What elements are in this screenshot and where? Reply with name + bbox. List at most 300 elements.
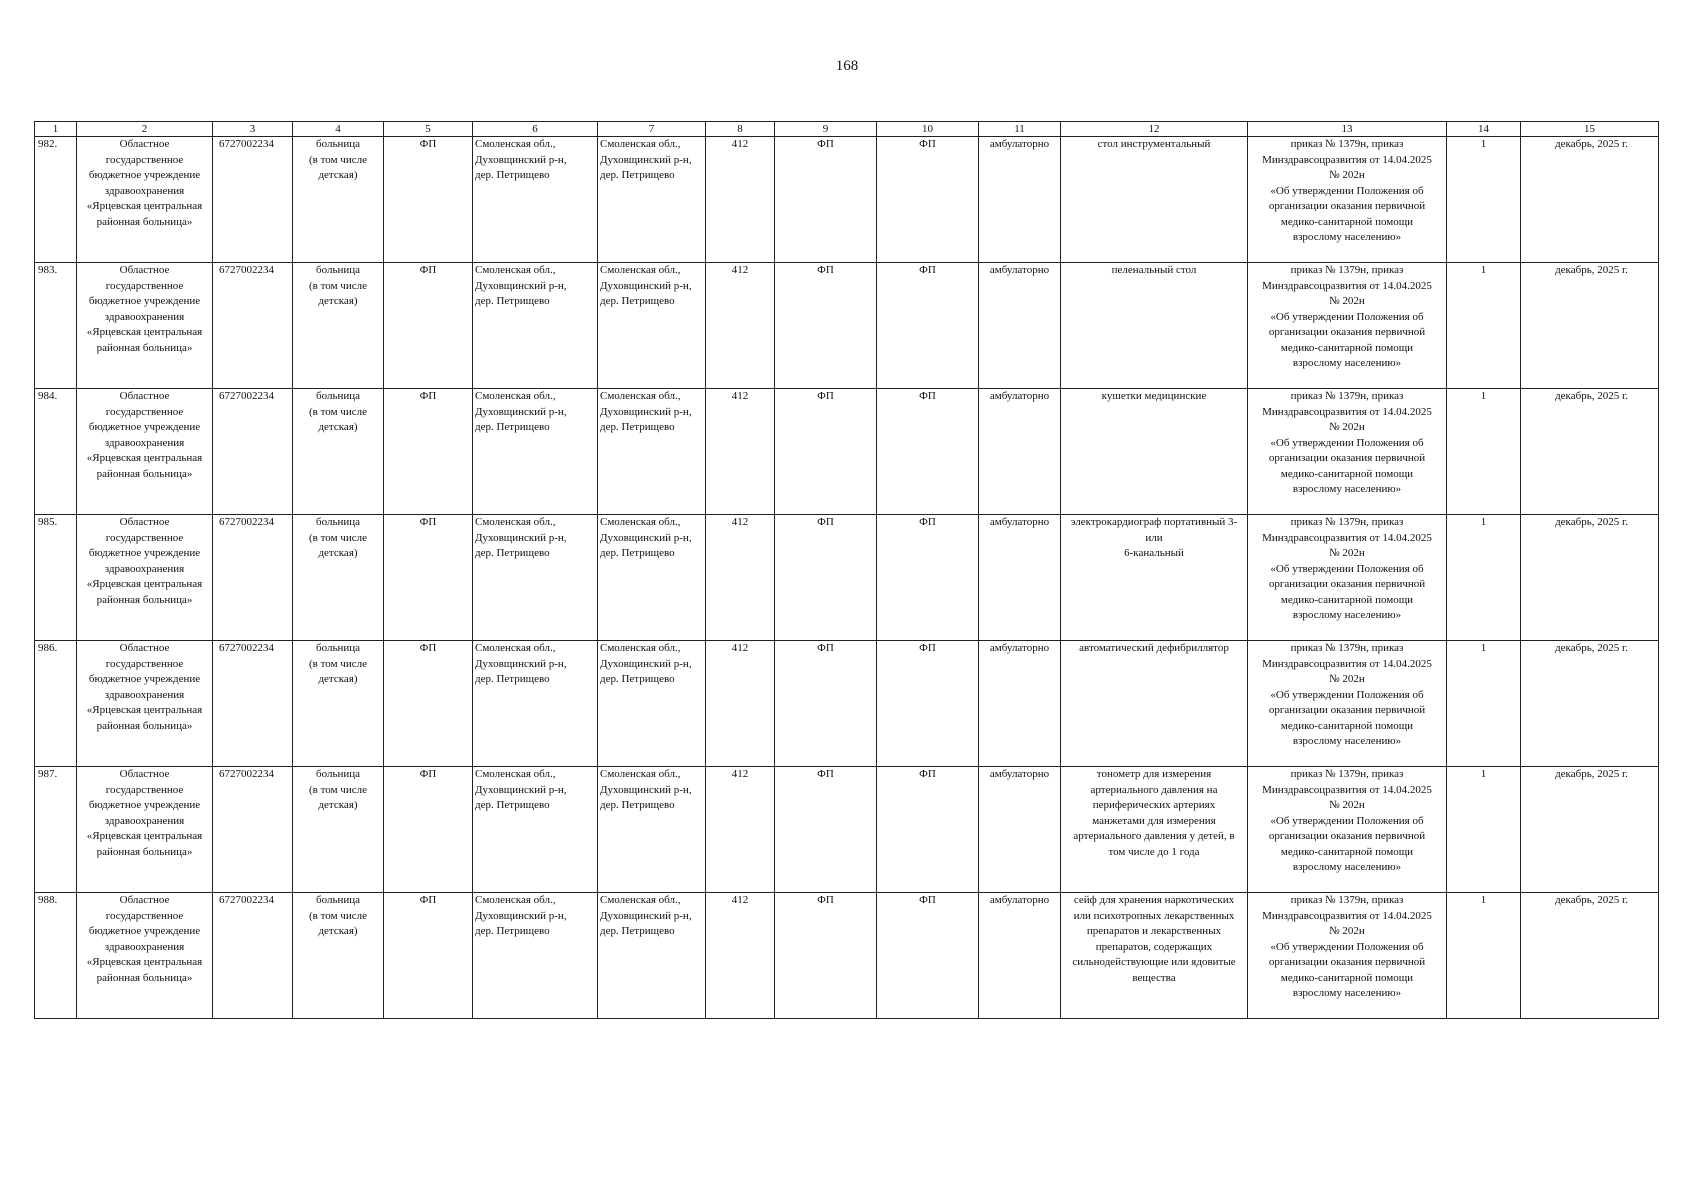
- location-address-cell-line: Духовщинский р-н,: [600, 405, 692, 418]
- facility-type-cell-line: больница: [316, 516, 360, 528]
- location-address-cell-line: дер. Петрищево: [600, 295, 675, 307]
- facility-type-cell-line: детская): [318, 799, 358, 811]
- equipment-cell-line: стол инструментальный: [1097, 138, 1211, 150]
- inn-cell: 6727002234: [213, 893, 293, 1019]
- organization-cell-line: Областное: [119, 138, 170, 150]
- regulation-cell-line: взрослому населению»: [1292, 735, 1402, 747]
- unit-code-cell: ФП: [775, 515, 877, 641]
- header-row: [35, 122, 1659, 137]
- organization-cell: [77, 767, 213, 893]
- address-cell-line: Смоленская обл.,: [475, 516, 556, 528]
- regulation-cell-line: организации оказания первичной: [1268, 326, 1426, 338]
- equipment-cell: [1061, 641, 1248, 767]
- column-header-2: 2: [77, 122, 213, 137]
- organization-cell: [77, 137, 213, 263]
- regulation-cell-line: медико-санитарной помощи: [1280, 341, 1414, 354]
- address-cell: [473, 515, 598, 641]
- location-address-cell: [598, 767, 706, 893]
- regulation-cell-line: взрослому населению»: [1292, 231, 1402, 243]
- row-number-cell: 983.: [35, 263, 77, 389]
- inn-cell: 6727002234: [213, 137, 293, 263]
- page-number: 168: [835, 58, 859, 74]
- care-form-cell: амбулаторно: [979, 263, 1061, 389]
- organization-cell-line: Областное: [119, 516, 170, 528]
- regulation-cell: [1248, 389, 1447, 515]
- equipment-cell: [1061, 893, 1248, 1019]
- location-address-cell-line: Духовщинский р-н,: [600, 657, 692, 670]
- organization-cell-line: бюджетное учреждение: [88, 547, 201, 559]
- location-address-cell-line: Смоленская обл.,: [600, 516, 681, 528]
- row-number-cell: 988.: [35, 893, 77, 1019]
- regulation-cell-line: № 202н: [1329, 925, 1365, 937]
- regulation-cell-line: «Об утверждении Положения об: [1270, 310, 1424, 323]
- regulation-cell-line: № 202н: [1329, 673, 1365, 685]
- facility-type-cell: [293, 137, 384, 263]
- inn-cell: 6727002234: [213, 767, 293, 893]
- unit-name-cell: ФП: [877, 263, 979, 389]
- organization-cell-line: Областное: [119, 264, 170, 276]
- facility-type-cell-line: больница: [316, 768, 360, 780]
- table-row: [35, 389, 1659, 515]
- regulation-cell-line: медико-санитарной помощи: [1280, 845, 1414, 858]
- organization-cell-line: государственное: [105, 657, 184, 670]
- regulation-cell-line: организации оказания первичной: [1268, 200, 1426, 212]
- equipment-cell: [1061, 389, 1248, 515]
- column-header-13: 13: [1248, 122, 1447, 137]
- equipment-cell-line: манжетами для измерения: [1092, 814, 1216, 827]
- unit-name-cell: ФП: [877, 515, 979, 641]
- organization-cell-line: бюджетное учреждение: [88, 673, 201, 685]
- organization-cell-line: государственное: [105, 153, 184, 166]
- address-cell-line: Духовщинский р-н,: [475, 783, 567, 796]
- organization-cell: [77, 263, 213, 389]
- quantity-cell: 1: [1447, 641, 1521, 767]
- organization-cell-line: здравоохранения: [104, 814, 185, 827]
- regulation-cell-line: приказ № 1379н, приказ: [1290, 516, 1404, 528]
- location-address-cell-line: Смоленская обл.,: [600, 642, 681, 654]
- address-cell-line: Смоленская обл.,: [475, 264, 556, 276]
- regulation-cell-line: взрослому населению»: [1292, 483, 1402, 495]
- quantity-cell: 1: [1447, 389, 1521, 515]
- facility-type-cell-line: больница: [316, 390, 360, 402]
- location-address-cell-line: дер. Петрищево: [600, 421, 675, 433]
- organization-cell-line: «Ярцевская центральная: [86, 704, 203, 716]
- equipment-cell-line: электрокардиограф портативный 3-: [1070, 516, 1238, 528]
- regulation-cell: [1248, 137, 1447, 263]
- organization-cell-line: районная больница»: [96, 341, 193, 354]
- location-address-cell-line: дер. Петрищево: [600, 169, 675, 181]
- facility-type-cell-line: детская): [318, 547, 358, 559]
- regulation-cell-line: № 202н: [1329, 799, 1365, 811]
- organization-cell: [77, 893, 213, 1019]
- table-row: [35, 893, 1659, 1019]
- facility-type-cell-line: (в том числе: [309, 657, 367, 670]
- inn-cell: 6727002234: [213, 641, 293, 767]
- equipment-cell-line: сейф для хранения наркотических: [1073, 894, 1235, 906]
- column-header-3: 3: [213, 122, 293, 137]
- facility-type-cell: [293, 641, 384, 767]
- code-cell: 412: [706, 515, 775, 641]
- equipment-cell-line: или: [1145, 531, 1163, 544]
- facility-type-cell-line: больница: [316, 642, 360, 654]
- equipment-cell-line: сильнодействующие или ядовитые: [1072, 956, 1236, 968]
- address-cell-line: дер. Петрищево: [475, 673, 550, 685]
- organization-cell-line: Областное: [119, 894, 170, 906]
- organization-cell-line: «Ярцевская центральная: [86, 830, 203, 842]
- organization-cell-line: бюджетное учреждение: [88, 295, 201, 307]
- quantity-cell: 1: [1447, 767, 1521, 893]
- organization-cell-line: здравоохранения: [104, 184, 185, 197]
- unit-code-cell: ФП: [775, 767, 877, 893]
- code-cell: 412: [706, 137, 775, 263]
- regulation-cell-line: Минздравсоцразвития от 14.04.2025: [1262, 783, 1432, 796]
- equipment-cell: [1061, 515, 1248, 641]
- address-cell: [473, 137, 598, 263]
- regulation-cell-line: медико-санитарной помощи: [1280, 971, 1414, 984]
- regulation-cell-line: № 202н: [1329, 421, 1365, 433]
- organization-cell: [77, 389, 213, 515]
- location-address-cell-line: дер. Петрищево: [600, 547, 675, 559]
- address-cell: [473, 641, 598, 767]
- facility-type-cell: [293, 767, 384, 893]
- equipment-cell-line: 6-канальный: [1124, 547, 1184, 559]
- facility-type-cell: [293, 893, 384, 1019]
- address-cell-line: дер. Петрищево: [475, 169, 550, 181]
- column-header-9: 9: [775, 122, 877, 137]
- location-address-cell-line: Смоленская обл.,: [600, 264, 681, 276]
- address-cell-line: дер. Петрищево: [475, 421, 550, 433]
- unit-name-cell: ФП: [877, 389, 979, 515]
- organization-cell-line: «Ярцевская центральная: [86, 578, 203, 590]
- organization-cell-line: «Ярцевская центральная: [86, 956, 203, 968]
- code-cell: 412: [706, 641, 775, 767]
- column-header-10: 10: [877, 122, 979, 137]
- code-cell: 412: [706, 767, 775, 893]
- regulation-cell-line: приказ № 1379н, приказ: [1290, 138, 1404, 150]
- regulation-cell-line: медико-санитарной помощи: [1280, 719, 1414, 732]
- address-cell-line: Смоленская обл.,: [475, 642, 556, 654]
- location-address-cell-line: Духовщинский р-н,: [600, 531, 692, 544]
- column-header-1: 1: [35, 122, 77, 137]
- facility-type-cell-line: больница: [316, 138, 360, 150]
- unit-name-cell: ФП: [877, 767, 979, 893]
- regulation-cell-line: взрослому населению»: [1292, 609, 1402, 621]
- unit-type-cell: ФП: [384, 389, 473, 515]
- equipment-cell-line: препаратов, содержащих: [1095, 940, 1213, 953]
- organization-cell: [77, 641, 213, 767]
- facility-type-cell-line: (в том числе: [309, 153, 367, 166]
- organization-cell-line: районная больница»: [96, 467, 193, 480]
- regulation-cell-line: приказ № 1379н, приказ: [1290, 642, 1404, 654]
- location-address-cell-line: дер. Петрищево: [600, 925, 675, 937]
- address-cell-line: Духовщинский р-н,: [475, 531, 567, 544]
- regulation-cell-line: Минздравсоцразвития от 14.04.2025: [1262, 153, 1432, 166]
- location-address-cell-line: дер. Петрищево: [600, 799, 675, 811]
- equipment-cell-line: тонометр для измерения: [1096, 768, 1212, 780]
- regulation-cell: [1248, 515, 1447, 641]
- facility-type-cell-line: (в том числе: [309, 909, 367, 922]
- care-form-cell: амбулаторно: [979, 641, 1061, 767]
- regulation-cell-line: приказ № 1379н, приказ: [1290, 894, 1404, 906]
- address-cell-line: Духовщинский р-н,: [475, 909, 567, 922]
- unit-code-cell: ФП: [775, 263, 877, 389]
- column-header-6: 6: [473, 122, 598, 137]
- regulation-cell-line: приказ № 1379н, приказ: [1290, 768, 1404, 780]
- table-body: [35, 137, 1659, 1019]
- regulation-cell-line: организации оказания первичной: [1268, 578, 1426, 590]
- table-row: [35, 641, 1659, 767]
- code-cell: 412: [706, 893, 775, 1019]
- organization-cell-line: государственное: [105, 405, 184, 418]
- address-cell: [473, 389, 598, 515]
- organization-cell-line: бюджетное учреждение: [88, 169, 201, 181]
- organization-cell-line: районная больница»: [96, 593, 193, 606]
- regulation-cell-line: медико-санитарной помощи: [1280, 215, 1414, 228]
- regulation-cell-line: организации оказания первичной: [1268, 830, 1426, 842]
- address-cell: [473, 893, 598, 1019]
- facility-type-cell-line: детская): [318, 925, 358, 937]
- regulation-cell-line: Минздравсоцразвития от 14.04.2025: [1262, 909, 1432, 922]
- equipment-cell-line: артериального давления на: [1090, 783, 1218, 796]
- code-cell: 412: [706, 389, 775, 515]
- regulation-cell-line: организации оказания первичной: [1268, 452, 1426, 464]
- column-header-8: 8: [706, 122, 775, 137]
- organization-cell-line: бюджетное учреждение: [88, 925, 201, 937]
- deadline-cell: декабрь, 2025 г.: [1521, 389, 1659, 515]
- unit-type-cell: ФП: [384, 893, 473, 1019]
- organization-cell: [77, 515, 213, 641]
- deadline-cell: декабрь, 2025 г.: [1521, 893, 1659, 1019]
- unit-type-cell: ФП: [384, 515, 473, 641]
- location-address-cell: [598, 137, 706, 263]
- equipment-cell-line: периферических артериях: [1092, 799, 1216, 811]
- equipment-cell-line: пеленальный стол: [1111, 264, 1197, 276]
- inn-cell: 6727002234: [213, 389, 293, 515]
- code-cell: 412: [706, 263, 775, 389]
- location-address-cell: [598, 263, 706, 389]
- facility-type-cell-line: (в том числе: [309, 783, 367, 796]
- address-cell-line: Духовщинский р-н,: [475, 657, 567, 670]
- equipment-cell-line: кушетки медицинские: [1101, 390, 1207, 402]
- inn-cell: 6727002234: [213, 263, 293, 389]
- address-cell-line: дер. Петрищево: [475, 547, 550, 559]
- column-header-4: 4: [293, 122, 384, 137]
- regulation-cell-line: Минздравсоцразвития от 14.04.2025: [1262, 405, 1432, 418]
- address-cell-line: Духовщинский р-н,: [475, 405, 567, 418]
- unit-code-cell: ФП: [775, 893, 877, 1019]
- facility-type-cell-line: детская): [318, 169, 358, 181]
- equipment-cell-line: или психотропных лекарственных: [1073, 909, 1235, 922]
- organization-cell-line: здравоохранения: [104, 688, 185, 701]
- organization-cell-line: бюджетное учреждение: [88, 799, 201, 811]
- equipment-cell: [1061, 137, 1248, 263]
- quantity-cell: 1: [1447, 893, 1521, 1019]
- column-header-7: 7: [598, 122, 706, 137]
- unit-type-cell: ФП: [384, 263, 473, 389]
- facility-type-cell-line: больница: [316, 264, 360, 276]
- column-header-14: 14: [1447, 122, 1521, 137]
- location-address-cell-line: Духовщинский р-н,: [600, 153, 692, 166]
- organization-cell-line: «Ярцевская центральная: [86, 326, 203, 338]
- equipment-cell-line: препаратов и лекарственных: [1086, 925, 1222, 937]
- column-header-15: 15: [1521, 122, 1659, 137]
- facility-type-cell: [293, 263, 384, 389]
- regulation-cell-line: «Об утверждении Положения об: [1270, 562, 1424, 575]
- organization-cell-line: районная больница»: [96, 845, 193, 858]
- location-address-cell: [598, 893, 706, 1019]
- regulation-cell-line: «Об утверждении Положения об: [1270, 436, 1424, 449]
- organization-cell-line: государственное: [105, 279, 184, 292]
- organization-cell-line: «Ярцевская центральная: [86, 452, 203, 464]
- location-address-cell: [598, 515, 706, 641]
- facility-type-cell-line: детская): [318, 673, 358, 685]
- unit-name-cell: ФП: [877, 893, 979, 1019]
- address-cell-line: Смоленская обл.,: [475, 138, 556, 150]
- care-form-cell: амбулаторно: [979, 137, 1061, 263]
- organization-cell-line: здравоохранения: [104, 310, 185, 323]
- regulation-cell-line: организации оказания первичной: [1268, 956, 1426, 968]
- facility-type-cell-line: детская): [318, 295, 358, 307]
- row-number-cell: 986.: [35, 641, 77, 767]
- equipment-cell: [1061, 767, 1248, 893]
- quantity-cell: 1: [1447, 515, 1521, 641]
- row-number-cell: 984.: [35, 389, 77, 515]
- regulation-cell-line: № 202н: [1329, 169, 1365, 181]
- equipment-table-container: [34, 121, 1658, 1019]
- location-address-cell-line: Духовщинский р-н,: [600, 279, 692, 292]
- regulation-cell-line: приказ № 1379н, приказ: [1290, 390, 1404, 402]
- unit-code-cell: ФП: [775, 137, 877, 263]
- location-address-cell: [598, 641, 706, 767]
- care-form-cell: амбулаторно: [979, 389, 1061, 515]
- quantity-cell: 1: [1447, 263, 1521, 389]
- regulation-cell-line: «Об утверждении Положения об: [1270, 184, 1424, 197]
- location-address-cell-line: Духовщинский р-н,: [600, 783, 692, 796]
- regulation-cell-line: медико-санитарной помощи: [1280, 467, 1414, 480]
- facility-type-cell-line: (в том числе: [309, 279, 367, 292]
- facility-type-cell-line: (в том числе: [309, 405, 367, 418]
- deadline-cell: декабрь, 2025 г.: [1521, 515, 1659, 641]
- unit-name-cell: ФП: [877, 137, 979, 263]
- address-cell-line: дер. Петрищево: [475, 799, 550, 811]
- regulation-cell: [1248, 893, 1447, 1019]
- deadline-cell: декабрь, 2025 г.: [1521, 767, 1659, 893]
- facility-type-cell: [293, 389, 384, 515]
- address-cell-line: Смоленская обл.,: [475, 390, 556, 402]
- location-address-cell-line: дер. Петрищево: [600, 673, 675, 685]
- regulation-cell-line: Минздравсоцразвития от 14.04.2025: [1262, 657, 1432, 670]
- location-address-cell-line: Смоленская обл.,: [600, 390, 681, 402]
- organization-cell-line: районная больница»: [96, 719, 193, 732]
- regulation-cell-line: приказ № 1379н, приказ: [1290, 264, 1404, 276]
- regulation-cell-line: «Об утверждении Положения об: [1270, 814, 1424, 827]
- regulation-cell-line: организации оказания первичной: [1268, 704, 1426, 716]
- address-cell-line: Духовщинский р-н,: [475, 153, 567, 166]
- organization-cell-line: здравоохранения: [104, 940, 185, 953]
- table-row: [35, 137, 1659, 263]
- equipment-table: [34, 121, 1659, 1019]
- deadline-cell: декабрь, 2025 г.: [1521, 263, 1659, 389]
- facility-type-cell-line: больница: [316, 894, 360, 906]
- regulation-cell-line: «Об утверждении Положения об: [1270, 688, 1424, 701]
- location-address-cell-line: Смоленская обл.,: [600, 768, 681, 780]
- organization-cell-line: Областное: [119, 768, 170, 780]
- organization-cell-line: районная больница»: [96, 215, 193, 228]
- row-number-cell: 985.: [35, 515, 77, 641]
- regulation-cell-line: Минздравсоцразвития от 14.04.2025: [1262, 279, 1432, 292]
- table-row: [35, 515, 1659, 641]
- unit-type-cell: ФП: [384, 767, 473, 893]
- regulation-cell: [1248, 263, 1447, 389]
- table-row: [35, 767, 1659, 893]
- address-cell-line: дер. Петрищево: [475, 295, 550, 307]
- deadline-cell: декабрь, 2025 г.: [1521, 641, 1659, 767]
- unit-code-cell: ФП: [775, 389, 877, 515]
- organization-cell-line: государственное: [105, 909, 184, 922]
- regulation-cell-line: Минздравсоцразвития от 14.04.2025: [1262, 531, 1432, 544]
- organization-cell-line: государственное: [105, 531, 184, 544]
- organization-cell-line: здравоохранения: [104, 436, 185, 449]
- equipment-cell-line: автоматический дефибриллятор: [1079, 642, 1229, 654]
- regulation-cell-line: взрослому населению»: [1292, 357, 1402, 369]
- facility-type-cell: [293, 515, 384, 641]
- location-address-cell-line: Смоленская обл.,: [600, 138, 681, 150]
- quantity-cell: 1: [1447, 137, 1521, 263]
- address-cell-line: Смоленская обл.,: [475, 768, 556, 780]
- regulation-cell-line: № 202н: [1329, 547, 1365, 559]
- organization-cell-line: «Ярцевская центральная: [86, 200, 203, 212]
- address-cell-line: дер. Петрищево: [475, 925, 550, 937]
- location-address-cell-line: Духовщинский р-н,: [600, 909, 692, 922]
- column-header-12: 12: [1061, 122, 1248, 137]
- table-row: [35, 263, 1659, 389]
- unit-type-cell: ФП: [384, 137, 473, 263]
- regulation-cell-line: «Об утверждении Положения об: [1270, 940, 1424, 953]
- table-header: [35, 122, 1659, 137]
- care-form-cell: амбулаторно: [979, 893, 1061, 1019]
- facility-type-cell-line: (в том числе: [309, 531, 367, 544]
- organization-cell-line: Областное: [119, 390, 170, 402]
- care-form-cell: амбулаторно: [979, 767, 1061, 893]
- location-address-cell: [598, 389, 706, 515]
- column-header-5: 5: [384, 122, 473, 137]
- equipment-cell-line: артериального давления у детей, в: [1073, 830, 1235, 842]
- organization-cell-line: государственное: [105, 783, 184, 796]
- facility-type-cell-line: детская): [318, 421, 358, 433]
- organization-cell-line: районная больница»: [96, 971, 193, 984]
- address-cell: [473, 767, 598, 893]
- row-number-cell: 987.: [35, 767, 77, 893]
- address-cell-line: Смоленская обл.,: [475, 894, 556, 906]
- column-header-11: 11: [979, 122, 1061, 137]
- address-cell-line: Духовщинский р-н,: [475, 279, 567, 292]
- unit-type-cell: ФП: [384, 641, 473, 767]
- deadline-cell: декабрь, 2025 г.: [1521, 137, 1659, 263]
- inn-cell: 6727002234: [213, 515, 293, 641]
- unit-name-cell: ФП: [877, 641, 979, 767]
- row-number-cell: 982.: [35, 137, 77, 263]
- unit-code-cell: ФП: [775, 641, 877, 767]
- organization-cell-line: здравоохранения: [104, 562, 185, 575]
- regulation-cell: [1248, 641, 1447, 767]
- address-cell: [473, 263, 598, 389]
- equipment-cell: [1061, 263, 1248, 389]
- regulation-cell-line: № 202н: [1329, 295, 1365, 307]
- equipment-cell-line: том числе до 1 года: [1108, 845, 1200, 858]
- organization-cell-line: Областное: [119, 642, 170, 654]
- regulation-cell-line: медико-санитарной помощи: [1280, 593, 1414, 606]
- location-address-cell-line: Смоленская обл.,: [600, 894, 681, 906]
